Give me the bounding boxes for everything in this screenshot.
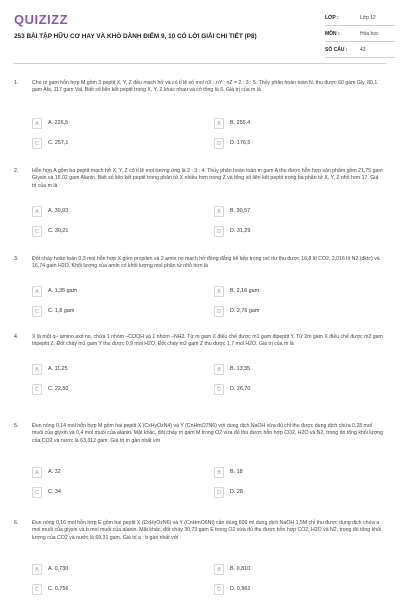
option-text: D. 2,76 gam — [230, 308, 260, 314]
question-text: Hỗn hợp A gồm ba peptit mạch hở X, Y, Z có tỉ lệ mol tương ứng là 2 : 3 : 4. Thủy phân hoàn toàn m gam A thu được hỗn hợp sản phẩm gồm 21,75 gam Glyxin và 16,02 gam Alanin. Biết số liên kết peptit trong phân tử X nhiều hơn trong Z và tổng số liên kết peptit trong ba phân tử X, Y, Z nhỏ hơn 17. Giá trị của m là — [32, 168, 383, 189]
question-text: Đốt cháy hoàn toàn 0,3 mol hỗn hợp X gồm propilen và 2 amin no mạch hở đồng đẳng kế tiếp trong oxi dư thu được 16,8 lít CO2, 2,016 lít N2 (đktc) và 16,74 gam H2O. Khối lượng của amin có khối lượng mol phân tử nhỏ hơn là — [32, 256, 380, 270]
question-number: 5. — [14, 423, 19, 429]
option-text: C. 0,756 — [48, 586, 69, 592]
option-text: B. 2,16 gam — [230, 288, 260, 294]
option-letter-box: D — [214, 584, 224, 595]
option-letter-box: B — [214, 206, 224, 217]
answer-option-d[interactable] — [214, 306, 382, 318]
option-letter-box: A — [32, 286, 42, 297]
answer-option-b[interactable] — [214, 118, 382, 130]
quizizz-logo: QUIZIZZ — [14, 12, 69, 27]
meta-label: LỚP : — [325, 15, 339, 21]
option-text: A. 1,35 gam — [48, 288, 78, 294]
answer-option-b[interactable] — [214, 364, 382, 376]
option-text: A. 32 — [48, 469, 61, 475]
question-1 — [14, 80, 386, 150]
answer-option-c[interactable] — [32, 138, 200, 150]
answer-option-b[interactable] — [214, 286, 382, 298]
meta-value: 43 — [360, 47, 366, 53]
question-2 — [14, 168, 386, 238]
question-number: 6. — [14, 520, 19, 526]
meta-label: SỐ CÂU : — [325, 47, 348, 53]
meta-label: MÔN : — [325, 31, 340, 37]
option-text: A. 30,93 — [48, 208, 69, 214]
meta-row-subject — [325, 28, 395, 42]
option-text: C. 1,8 gam — [48, 308, 75, 314]
meta-row-count — [325, 44, 395, 58]
question-4 — [14, 334, 386, 396]
meta-value: Hóa học — [360, 31, 379, 37]
answer-option-c[interactable] — [32, 487, 200, 499]
option-letter-box: B — [214, 467, 224, 478]
answer-option-a[interactable] — [32, 286, 200, 298]
answer-option-c[interactable] — [32, 384, 200, 396]
option-letter-box: C — [32, 584, 42, 595]
answer-option-a[interactable] — [32, 564, 200, 576]
option-text: B. 30,57 — [230, 208, 251, 214]
option-text: A. 226,5 — [48, 120, 69, 126]
option-text: B. 0,810 — [230, 566, 251, 572]
option-text: C. 34 — [48, 489, 61, 495]
option-text: A. 11,25 — [48, 366, 68, 372]
option-text: B. 13,35 — [230, 366, 251, 372]
option-letter-box: D — [214, 138, 224, 149]
option-letter-box: A — [32, 118, 42, 129]
meta-row-class — [325, 12, 395, 26]
question-5 — [14, 423, 386, 499]
header-divider — [14, 63, 386, 64]
answer-option-a[interactable] — [32, 206, 200, 218]
question-number: 2. — [14, 168, 19, 174]
option-letter-box: A — [32, 206, 42, 217]
option-letter-box: B — [214, 564, 224, 575]
answer-option-a[interactable] — [32, 118, 200, 130]
document-title: 253 BÀI TẬP HỮU CƠ HAY VÀ KHÓ DÀNH ĐIỂM 9, 10 CÓ LỜI GIẢI CHI TIẾT (P8) — [14, 33, 257, 40]
option-text: D. 0,962 — [230, 586, 251, 592]
option-letter-box: B — [214, 118, 224, 129]
answer-option-b[interactable] — [214, 206, 382, 218]
option-text: D. 176,5 — [230, 140, 251, 146]
answer-option-d[interactable] — [214, 487, 382, 499]
answer-option-c[interactable] — [32, 306, 200, 318]
option-letter-box: D — [214, 226, 224, 237]
option-letter-box: A — [32, 364, 42, 375]
question-number: 4. — [14, 334, 19, 340]
answer-option-d[interactable] — [214, 584, 382, 596]
answer-option-b[interactable] — [214, 467, 382, 479]
option-letter-box: D — [214, 384, 224, 395]
option-text: B. 255,4 — [230, 120, 251, 126]
option-letter-box: C — [32, 138, 42, 149]
option-letter-box: C — [32, 306, 42, 317]
option-text: D. 28 — [230, 489, 243, 495]
answer-option-d[interactable] — [214, 384, 382, 396]
answer-option-c[interactable] — [32, 226, 200, 238]
answer-option-a[interactable] — [32, 364, 200, 376]
option-letter-box: D — [214, 306, 224, 317]
option-letter-box: C — [32, 226, 42, 237]
answer-option-b[interactable] — [214, 564, 382, 576]
answer-option-a[interactable] — [32, 467, 200, 479]
option-letter-box: C — [32, 487, 42, 498]
question-number: 1. — [14, 80, 19, 86]
option-text: C. 257,1 — [48, 140, 69, 146]
answer-option-c[interactable] — [32, 584, 200, 596]
option-text: C. 30,21 — [48, 228, 69, 234]
option-letter-box: A — [32, 564, 42, 575]
question-6 — [14, 520, 386, 596]
answer-option-d[interactable] — [214, 226, 382, 238]
option-letter-box: B — [214, 364, 224, 375]
question-text: Đun nóng 0,14 mol hỗn hợp M gồm hai peptit X (CxHyOzN4) và Y (CnHmO7N6) với dung dịch NaOH vừa đủ chỉ thu được dung dịch chứa 0,28 mol muối của glyxin và 0,4 mol muối của alanin. Mặt khác, đốt cháy m gam M trong O2 vừa đủ thu được hỗn hợp CO2, H2O và N2, trong đó tổng khối lượng của CO2 và nước là 63,312 gam. Giá trị m gần nhất với — [32, 423, 384, 444]
option-text: D. 26,70 — [230, 386, 251, 392]
option-text: C. 22,50 — [48, 386, 69, 392]
question-number: 3. — [14, 256, 19, 262]
question-text: Cho m gam hỗn hợp M gồm 3 peptit X, Y, Z đều mạch hở và có tỉ lệ số mol nX : nY : nZ = 2 : 3 : 5. Thủy phân hoàn toàn N, thu được 60 gam Gly, 80,1 gam Ala, 117 gam Val. Biết số liên kết peptit trong X, Y, Z khác nhau và có tổng là 6. Giá trị của m là — [32, 80, 378, 94]
answer-option-d[interactable] — [214, 138, 382, 150]
option-letter-box: D — [214, 487, 224, 498]
option-letter-box: C — [32, 384, 42, 395]
question-3 — [14, 256, 386, 318]
option-letter-box: B — [214, 286, 224, 297]
meta-value: Lớp 12 — [360, 15, 376, 21]
option-letter-box: A — [32, 467, 42, 478]
option-text: D. 31,29 — [230, 228, 251, 234]
option-text: B. 18 — [230, 469, 243, 475]
option-text: A. 0,730 — [48, 566, 69, 572]
document-header — [0, 0, 400, 62]
question-text: Đun nóng 0,16 mol hỗn hợp E gồm hai peptit X (CxHyOzN6) và Y (CnHmO6Nt) cần dùng 600 ml dung dịch NaOH 1,5M chỉ thu được dung dịch chứa a mol muối của glyxin và b mol muối của alanin. Mặt khác, đốt cháy 30,73 gam E trong O2 vừa đủ thu được hỗn hợp CO2, H2O và N2, trong đó tổng khối lượng của CO2 và nước là 69,31 gam. Giá trị a : b gần nhất với — [32, 520, 382, 541]
question-text: X là một α– amino axit no, chứa 1 nhóm –COOH và 1 nhóm –NH2. Từ m gam X điều chế được m1 gam đipeptit Y. Từ 2m gam X điều chế được m2 gam tripeptit Z. Đốt cháy m1 gam Y thu được 0,9 mol H2O. Đốt cháy m2 gam Z thu được 1,7 mol H2O. Giá trị của m là — [32, 334, 383, 348]
